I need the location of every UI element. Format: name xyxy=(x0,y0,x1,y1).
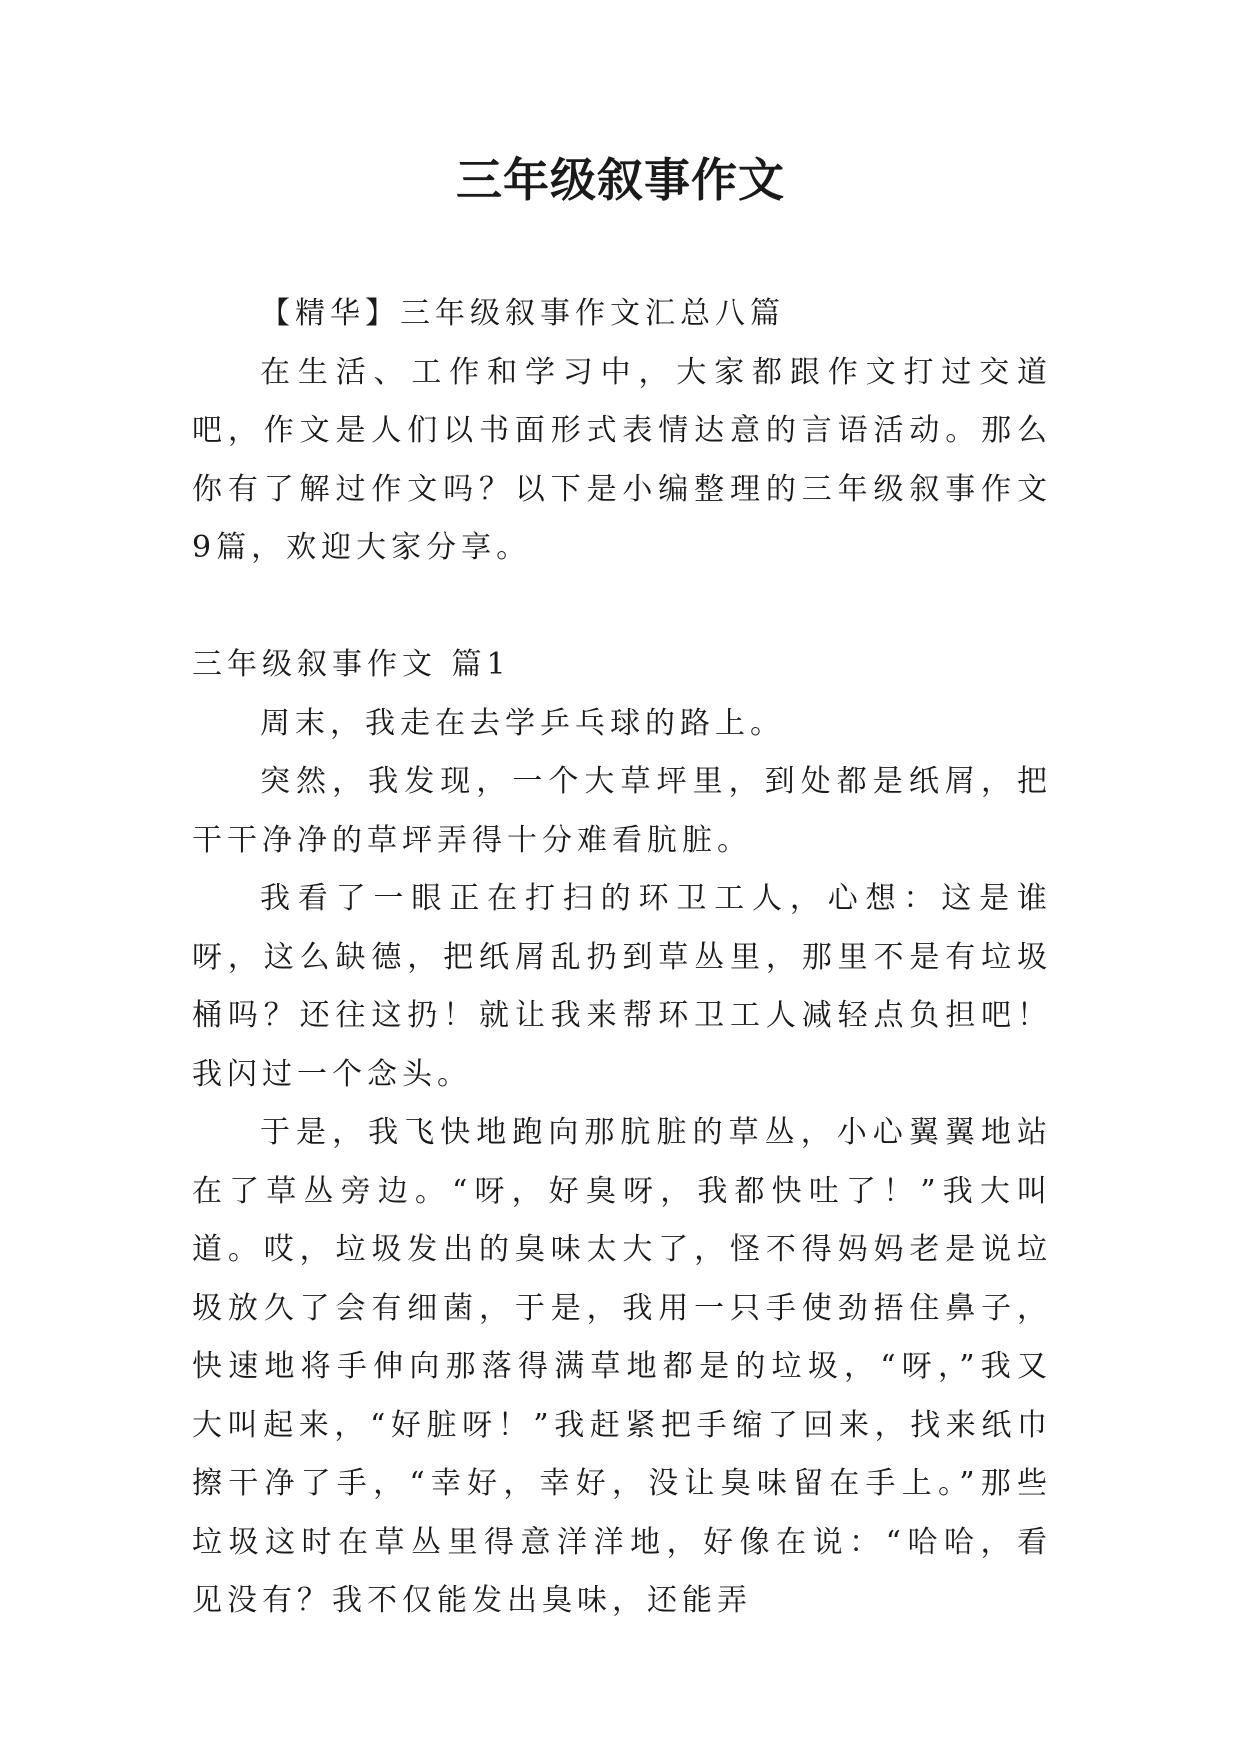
section-heading: 三年级叙事作文 篇1 xyxy=(192,647,511,682)
blank-line xyxy=(192,578,1052,637)
document-title: 三年级叙事作文 xyxy=(456,153,785,207)
intro-paragraph: 在生活、工作和学习中，大家都跟作文打过交道吧，作文是人们以书面形式表情达意的言语活动。那么你有了解过作文吗？以下是小编整理的三年级叙事作文9篇，欢迎大家分享。 xyxy=(192,354,1052,565)
body-paragraph-3: 我看了一眼正在打扫的环卫工人，心想：这是谁呀，这么缺德，把纸屑乱扔到草丛里，那里不是有垃圾桶吗？还往这扔！就让我来帮环卫工人减轻点负担吧！我闪过一个念头。 xyxy=(192,881,1052,1092)
body-paragraph-2: 突然，我发现，一个大草坪里，到处都是纸屑，把干干净净的草坪弄得十分难看肮脏。 xyxy=(192,764,1052,858)
body-paragraph-4: 于是，我飞快地跑向那肮脏的草丛，小心翼翼地站在了草丛旁边。“呀，好臭呀，我都快吐了！”我大叫道。哎，垃圾发出的臭味太大了，怪不得妈妈老是说垃圾放久了会有细菌，于是，我用一只手使劲捂住鼻子，快速地将手伸向那落得满草地都是的垃圾，“呀，”我又大叫起来，“好脏呀！”我赶紧把手缩了回来，找来纸巾擦干净了手，“幸好，幸好，没让臭味留在手上。”那些垃圾这时在草丛里得意洋洋地，好像在说：“哈哈，看见没有？我不仅能发出臭味，还能弄 xyxy=(192,1115,1052,1618)
body-paragraph-1: 周末，我走在去学乒乓球的路上。 xyxy=(260,705,785,741)
document-body xyxy=(192,285,1052,1631)
document-subtitle: 【精华】三年级叙事作文汇总八篇 xyxy=(260,296,785,331)
